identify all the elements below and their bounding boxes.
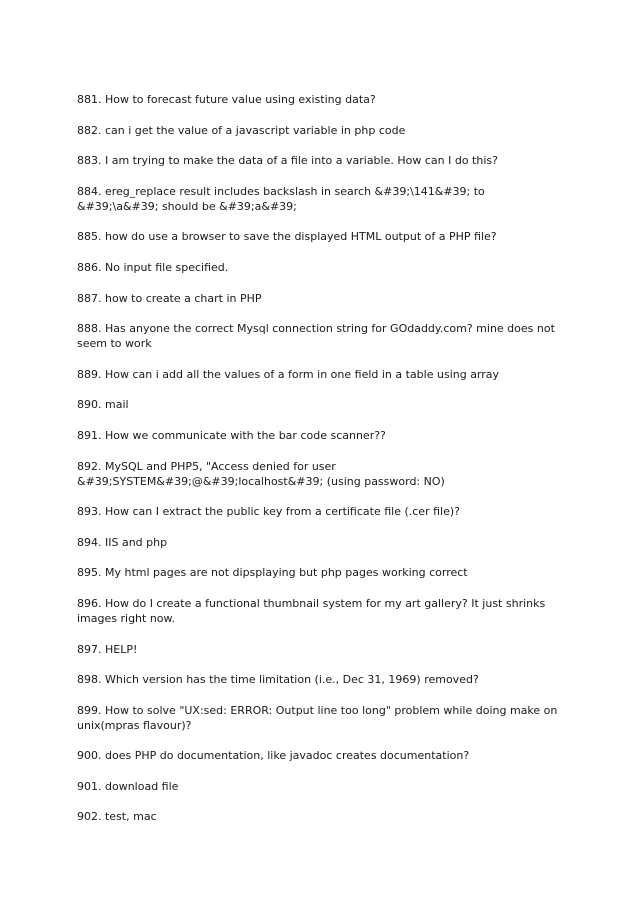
list-item: 881. How to forecast future value using existing data? [77, 93, 376, 106]
list-item: 899. How to solve "UX:sed: ERROR: Output line too long" problem while doing make on unix(mpras flavour)? [77, 703, 558, 732]
list-item: 894. IIS and php [77, 535, 168, 549]
list-item: 890. mail [77, 398, 129, 412]
list-item: 897. HELP! [77, 642, 138, 656]
list-item: 887. how to create a chart in PHP [77, 291, 262, 305]
list-item: 891. How we communicate with the bar code scanner?? [77, 428, 386, 442]
list-item: 889. How can i add all the values of a form in one field in a table using array [77, 367, 500, 381]
list-item: 892. MySQL and PHP5, "Access denied for user &#39;SYSTEM&#39;@&#39;localhost&#39; (using password: NO) [77, 459, 445, 488]
list-item: 884. ereg_replace result includes backslash in search &#39;\141&#39; to &#39;\a&#39; should be &#39;a&#39; [77, 184, 485, 213]
list-item: 888. Has anyone the correct Mysql connection string for GOdaddy.com? mine does not seem to work [77, 322, 555, 351]
list-item: 902. test, mac [77, 810, 157, 824]
list-item: 898. Which version has the time limitation (i.e., Dec 31, 1969) removed? [77, 673, 479, 687]
list-item: 882. can i get the value of a javascript variable in php code [77, 123, 406, 137]
question-list [77, 92, 567, 840]
list-item: 893. How can I extract the public key from a certificate file (.cer file)? [77, 505, 460, 519]
list-item: 901. download file [77, 779, 179, 793]
list-item: 883. I am trying to make the data of a file into a variable. How can I do this? [77, 154, 498, 168]
list-item: 900. does PHP do documentation, like javadoc creates documentation? [77, 749, 470, 763]
list-item: 895. My html pages are not dipsplaying but php pages working correct [77, 566, 468, 580]
list-item: 896. How do I create a functional thumbnail system for my art gallery? It just shrinks images right now. [77, 596, 546, 625]
list-item: 886. No input file specified. [77, 260, 229, 274]
list-item: 885. how do use a browser to save the displayed HTML output of a PHP file? [77, 230, 497, 244]
